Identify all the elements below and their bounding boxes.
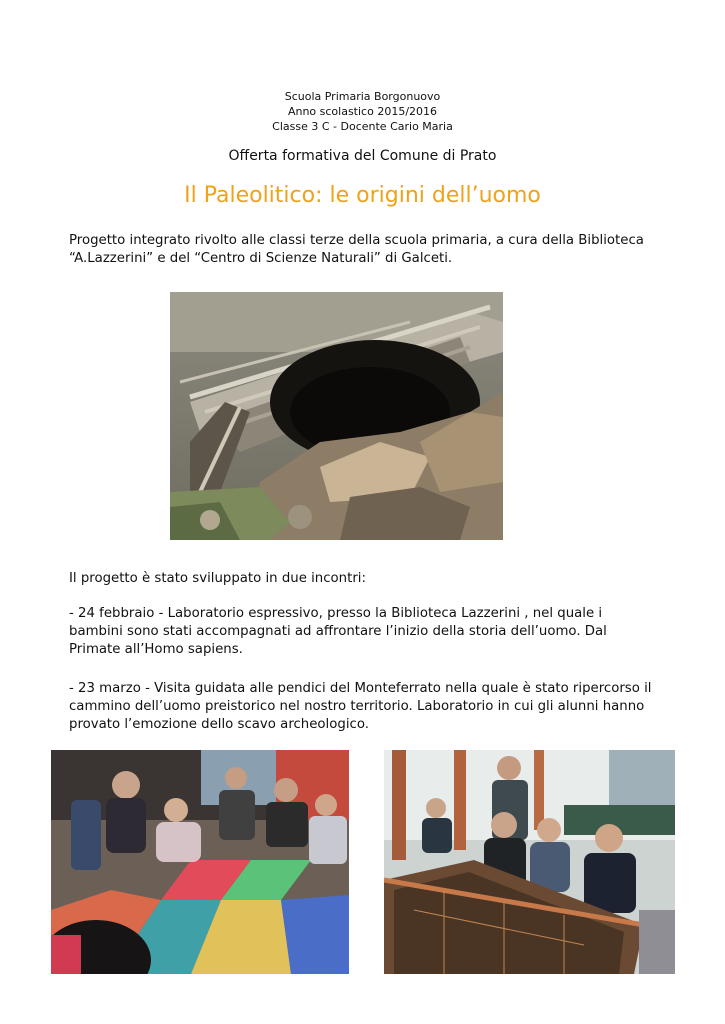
excavation-lab-photo <box>384 750 675 974</box>
offer-subtitle: Offerta formativa del Comune di Prato <box>228 148 497 164</box>
project-summary: Il progetto è stato sviluppato in due incontri: <box>69 571 366 586</box>
library-lab-photo <box>51 750 349 974</box>
intro-paragraph: Progetto integrato rivolto alle classi terze della scuola primaria, a cura della Biblioteca “A.Lazzerini” e del “Centro di Scienze Naturali” di Galceti. <box>69 233 644 266</box>
school-year: Anno scolastico 2015/2016 <box>287 105 438 118</box>
class-teacher: Classe 3 C - Docente Cario Maria <box>272 120 453 133</box>
page-title: Il Paleolitico: le origini dell’uomo <box>184 183 541 208</box>
meeting-march: - 23 marzo - Visita guidata alle pendici del Monteferrato nella quale è stato ripercorso il cammino dell’uomo preistorico nel nostro territorio. Laboratorio in cui gli alunni hanno provato l’emozione dello scavo archeologico. <box>69 681 652 732</box>
school-name: Scuola Primaria Borgonuovo <box>284 90 441 103</box>
cave-photo <box>170 292 503 540</box>
meeting-february: - 24 febbraio - Laboratorio espressivo, presso la Biblioteca Lazzerini , nel quale i bambini sono stati accompagnati ad affrontare l’inizio della storia dell’uomo. Dal Primate all’Homo sapiens. <box>69 606 607 657</box>
